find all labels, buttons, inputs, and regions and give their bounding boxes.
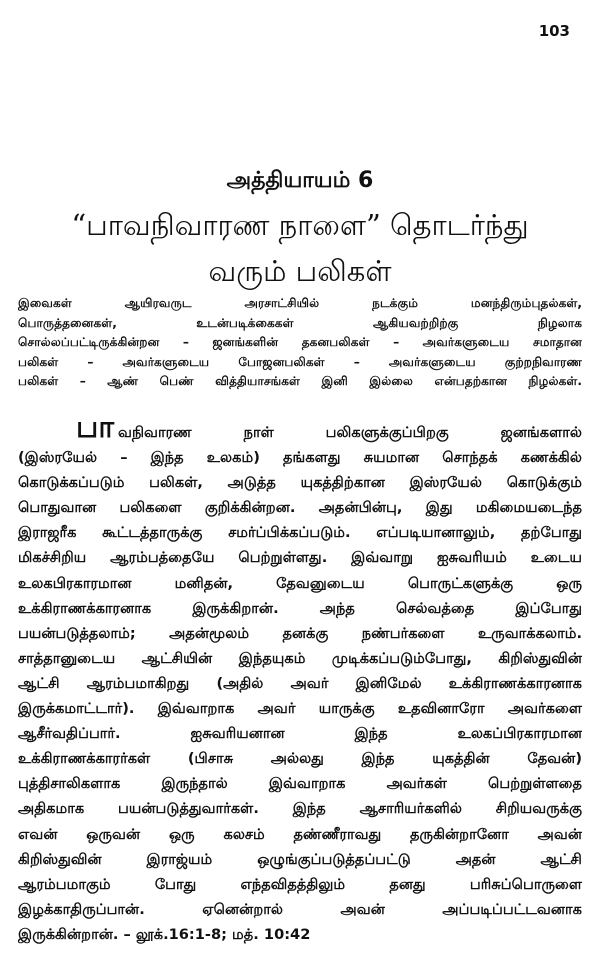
- summary-line: இவைகள் ஆயிரவருட அரசாட்சியில் நடக்கும் மனந்திரும்புதல்கள்,: [18, 296, 582, 310]
- summary-line: பலிகள் – அவர்களுடைய போஜனபலிகள் – அவர்களுடைய குற்றநிவாரண: [18, 354, 582, 369]
- body-line: ஆரம்பமாகும் போது எந்தவிதத்திலும் தனது பரிசுப்பொருளை: [18, 875, 582, 893]
- body-line: உக்கிராணக்காரனாக இருக்கிறான். அந்த செல்வத்தை இப்போது: [18, 599, 582, 617]
- body-line: சாத்தானுடைய ஆட்சியின் இந்தயுகம் முடிக்கப்படும்போது, கிறிஸ்துவின்: [18, 649, 582, 667]
- summary-line: பலிகள் – ஆண் பெண் வித்தியாசங்கள் இனி இல்லை என்பதற்கான நிழல்கள்.: [18, 374, 582, 389]
- body-first-line-text: வநிவாரண நாள் பலிகளுக்குப்பிறகு ஜனங்களால்: [118, 424, 582, 441]
- body-line: கொடுக்கப்படும் பலிகள், அடுத்த யுகத்திற்கான இஸ்ரயேல் கொடுக்கும்: [18, 474, 582, 492]
- chapter-title: [40, 202, 560, 294]
- page-number: 103: [538, 22, 570, 40]
- chapter-label: அத்தியாயம் 6: [226, 168, 374, 193]
- body-line: உக்கிராணக்காரர்கள் (பிசாசு அல்லது இந்த யுகத்தின் தேவன்): [18, 750, 582, 768]
- body-line: மிகச்சிறிய ஆரம்பத்தையே பெற்றுள்ளது. இவ்வாறு ஐசுவரியம் உடைய: [18, 549, 582, 567]
- body-line: ஆட்சி ஆரம்பமாகிறது (அதில் அவர் இனிமேல் உக்கிராணக்காரனாக: [18, 674, 582, 692]
- body-line: உலகபிரகாரமான மனிதன், தேவனுடைய பொருட்களுக்கு ஒரு: [18, 574, 582, 592]
- body-line: (இஸ்ரயேல் – இந்த உலகம்) தங்களது சுயமான சொந்தக் கணக்கில்: [18, 449, 582, 467]
- body-line: புத்திசாலிகளாக இருந்தால் இவ்வாறாக அவர்கள் பெற்றுள்ளதை: [18, 775, 582, 793]
- summary-line: சொல்லப்பட்டிருக்கின்றன – ஜனங்களின் தகனபலிகள் – அவர்களுடைய சமாதான: [18, 335, 582, 350]
- body-line: ஆசீர்வதிப்பார். ஐசுவரியனான இந்த உலகப்பிரகாரமான: [18, 725, 582, 743]
- body-first-line: [18, 418, 582, 445]
- body-line: அதிகமாக பயன்படுத்துவார்கள். இந்த ஆசாரியர்களில் சிறியவருக்கு: [18, 800, 582, 818]
- body-line: எவன் ஒருவன் ஒரு கலசம் தண்ணீராவது தருகின்றானோ அவன்: [18, 825, 582, 843]
- chapter-summary: [18, 294, 582, 392]
- body-line: பயன்படுத்தலாம்; அதன்மூலம் தனக்கு நண்பர்களை உருவாக்கலாம்.: [18, 624, 582, 642]
- summary-line: பொருத்தனைகள், உடன்படிக்கைகள் ஆகியவற்றிற்கு நிழலாக: [18, 315, 582, 330]
- body-line: இருக்கின்றான். – லூக்.16:1-8; மத். 10:42: [18, 925, 311, 943]
- body-line: பொதுவான பலிகளை குறிக்கின்றன. அதன்பின்பு, இது மகிமையடைந்த: [18, 499, 582, 517]
- drop-cap: பா: [76, 418, 114, 445]
- body-line: இழக்காதிருப்பான். ஏனென்றால் அவன் அப்படிப்பட்டவனாக: [18, 900, 582, 918]
- title-line: “பாவநிவாரண நாளை” தொடர்ந்து: [71, 208, 529, 242]
- body-line: இராஜரீக கூட்டத்தாருக்கு சமர்ப்பிக்கப்படும். எப்படியானாலும், தற்போது: [18, 524, 582, 542]
- body-line: இருக்கமாட்டார்). இவ்வாறாக அவர் யாருக்கு உதவினாரோ அவர்களை: [18, 700, 582, 718]
- body-line: கிறிஸ்துவின் இராஜ்யம் ஒழுங்குப்படுத்தப்பட்டு அதன் ஆட்சி: [18, 850, 582, 868]
- title-line: வரும் பலிகள்: [208, 254, 392, 288]
- body-paragraph: [18, 418, 582, 947]
